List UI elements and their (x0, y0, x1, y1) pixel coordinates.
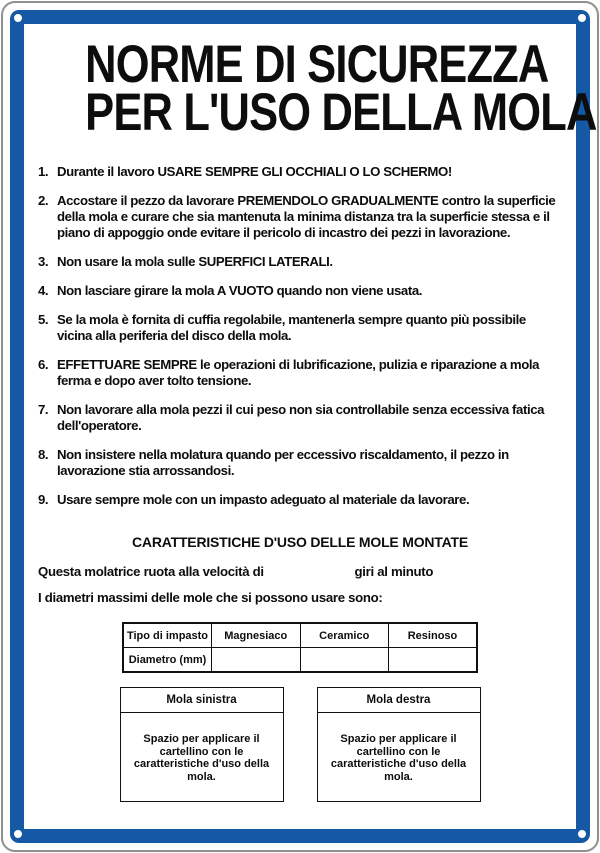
rule-number: 3. (38, 254, 49, 269)
rule-item-3 (38, 254, 562, 270)
rule-text: Durante il lavoro USARE SEMPRE GLI OCCHIALI O LO SCHERMO! (57, 164, 452, 179)
sign-title (38, 35, 597, 142)
rule-number: 7. (38, 402, 49, 417)
rule-item-9 (38, 492, 562, 508)
speed-line (38, 564, 562, 579)
mola-sinistra-body: Spazio per applicare il cartellino con le caratteristiche d'uso della mola. (133, 733, 270, 783)
data-cell-ceramico-value (300, 648, 389, 673)
rule-text: Non lavorare alla mola pezzi il cui peso non sia controllabile senza eccessiva fatica dell'operatore. (57, 402, 545, 433)
mola-destra-title: Mola destra (318, 688, 480, 713)
rule-number: 5. (38, 312, 49, 327)
rule-number: 2. (38, 193, 49, 208)
impasto-table (122, 622, 478, 673)
speed-line-suffix: giri al minuto (354, 564, 434, 579)
sign-content (24, 24, 597, 829)
mola-destra-box (317, 687, 481, 802)
table-data-row (123, 648, 477, 673)
header-cell-tipo: Tipo di impasto (123, 623, 212, 648)
data-cell-resinoso-value (389, 648, 478, 673)
rule-item-2 (38, 193, 562, 241)
mounting-hole-bottom-right (578, 830, 586, 838)
rule-item-1 (38, 164, 562, 180)
section-heading: CARATTERISTICHE D'USO DELLE MOLE MONTATE (132, 534, 468, 550)
safety-rules-list (38, 164, 562, 508)
data-cell-magnesiaco-value (212, 648, 301, 673)
rule-number: 6. (38, 357, 49, 372)
rule-number: 4. (38, 283, 49, 298)
mounting-hole-top-left (14, 14, 22, 22)
mola-destra-body: Spazio per applicare il cartellino con le caratteristiche d'uso della mola. (330, 733, 467, 783)
rule-text: Accostare il pezzo da lavorare PREMENDOLO GRADUALMENTE contro la superficie della mola e curare che sia mantenuta la minima distanza tra la superficie stessa e il piano di appoggio onde evitare il pericolo di incastro dei pezzi in lavorazione. (57, 193, 556, 240)
header-cell-resinoso: Resinoso (389, 623, 478, 648)
rule-item-8 (38, 447, 562, 479)
header-cell-magnesiaco: Magnesiaco (212, 623, 301, 648)
mounting-hole-top-right (578, 14, 586, 22)
rule-number: 8. (38, 447, 49, 462)
rule-item-5 (38, 312, 562, 344)
mola-boxes (38, 687, 562, 802)
diameters-line: I diametri massimi delle mole che si possono usare sono: (38, 590, 383, 605)
rule-item-7 (38, 402, 562, 434)
rule-text: EFFETTUARE SEMPRE le operazioni di lubrificazione, pulizia e riparazione a mola ferma e dopo aver tolto tensione. (57, 357, 540, 388)
rule-item-4 (38, 283, 562, 299)
mola-sinistra-title: Mola sinistra (121, 688, 283, 713)
mounting-hole-bottom-left (14, 830, 22, 838)
rule-number: 1. (38, 164, 49, 179)
rule-text: Se la mola è fornita di cuffia regolabile, mantenerla sempre quanto più possibile vicina alla periferia del disco della mola. (57, 312, 526, 343)
rule-text: Non usare la mola sulle SUPERFICI LATERALI. (57, 254, 333, 269)
rule-text: Non insistere nella molatura quando per eccessivo riscaldamento, il pezzo in lavorazione stia arrossandosi. (57, 447, 509, 478)
rule-text: Usare sempre mole con un impasto adeguato al materiale da lavorare. (57, 492, 470, 507)
sign-title-line1: NORME DI SICUREZZA (85, 35, 549, 94)
rule-number: 9. (38, 492, 49, 507)
header-cell-ceramico: Ceramico (300, 623, 389, 648)
mola-sinistra-box (120, 687, 284, 802)
data-cell-diametro: Diametro (mm) (123, 648, 212, 673)
rule-item-6 (38, 357, 562, 389)
speed-line-prefix: Questa molatrice ruota alla velocità di (38, 564, 264, 579)
rule-text: Non lasciare girare la mola A VUOTO quando non viene usata. (57, 283, 423, 298)
sign-title-line2: PER L'USO DELLA MOLA (85, 83, 597, 142)
table-header-row (123, 623, 477, 648)
